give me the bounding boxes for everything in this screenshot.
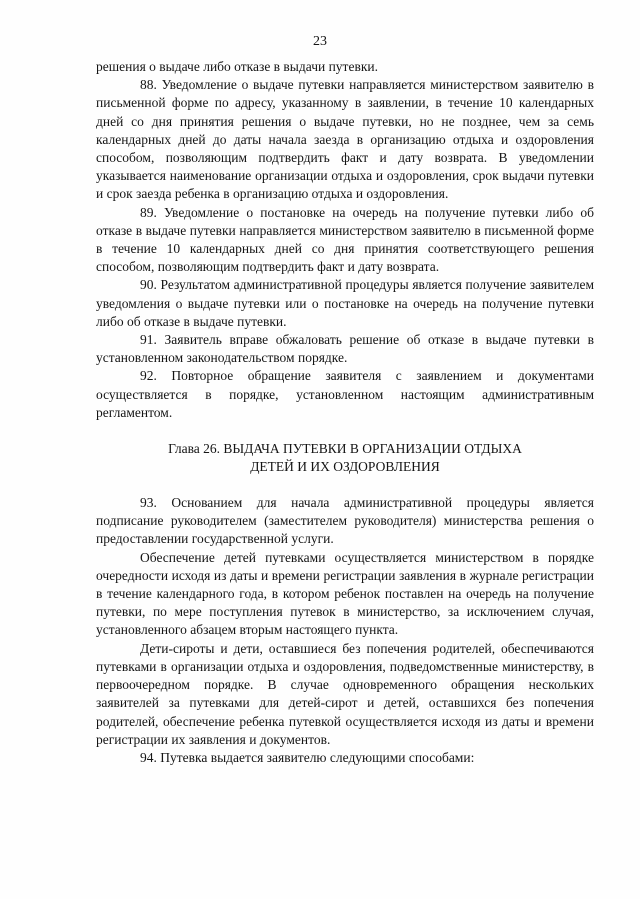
page-number: 23 [313, 34, 327, 49]
chapter-heading-line-1: Глава 26. ВЫДАЧА ПУТЕВКИ В ОРГАНИЗАЦИИ ОТДЫХА [168, 441, 522, 457]
paragraph-90: 90. Результатом административной процедуры является получение заявителем уведомления о выдаче путевки или о постановке на очередь на получение путевки либо об отказе в выдаче путевки. [96, 277, 594, 329]
page-content [96, 58, 594, 767]
spacer [96, 476, 594, 494]
spacer [96, 422, 594, 440]
paragraph-94: 94. Путевка выдается заявителю следующими способами: [140, 749, 475, 765]
paragraph-continuation: решения о выдаче либо отказе в выдачи путевки. [96, 59, 378, 74]
paragraph-orphans: Дети-сироты и дети, оставшиеся без попечения родителей, обеспечиваются путевками в организации отдыха и оздоровления, подведомственные министерству, в первоочередном порядке. В случае одновременного обращения нескольких заявителей за путевками для детей-сирот и детей, оставшихся без попечения родителей, обеспечение ребенка путевкой осуществляется исходя из даты и времени регистрации их заявления и документов. [96, 640, 594, 747]
paragraph-91: 91. Заявитель вправе обжаловать решение об отказе в выдаче путевки в установленном законодательством порядке. [96, 332, 594, 366]
chapter-heading [96, 440, 594, 476]
paragraph-provision: Обеспечение детей путевками осуществляется министерством в порядке очередности исходя из даты и времени регистрации заявления в журнале регистрации в течение календарного года, в котором ребенок поставлен на очередь на получение путевки, по мере поступления путевок в министерство, за исключением случая, установленного абзацем вторым настоящего пункта. [96, 549, 594, 638]
paragraph-88: 88. Уведомление о выдаче путевки направляется министерством заявителю в письменной форме по адресу, указанному в заявлении, в течение 10 календарных дней со дня принятия решения о выдаче путевки, но не позднее, чем за семь календарных дней до даты начала заезда в организацию отдыха и оздоровления способом, позволяющим подтвердить факт и дату возврата. В уведомлении указывается наименование организации отдыха и оздоровления, срок выдачи путевки и срок заезда ребенка в организацию отдыха и оздоровления. [96, 77, 594, 202]
paragraph-93: 93. Основанием для начала административной процедуры является подписание руководителем (заместителем руководителя) министерства решения о предоставлении государственной услуги. [96, 495, 594, 547]
paragraph-89: 89. Уведомление о постановке на очередь на получение путевки либо об отказе в выдаче путевки направляется министерством заявителю в письменной форме в течение 10 календарных дней со дня принятия соответствующего решения способом, позволяющим подтвердить факт и дату возврата. [96, 204, 594, 275]
paragraph-92: 92. Повторное обращение заявителя с заявлением и документами осуществляется в порядке, установленном настоящим административным регламентом. [96, 368, 594, 420]
chapter-heading-line-2: ДЕТЕЙ И ИХ ОЗДОРОВЛЕНИЯ [250, 459, 440, 475]
